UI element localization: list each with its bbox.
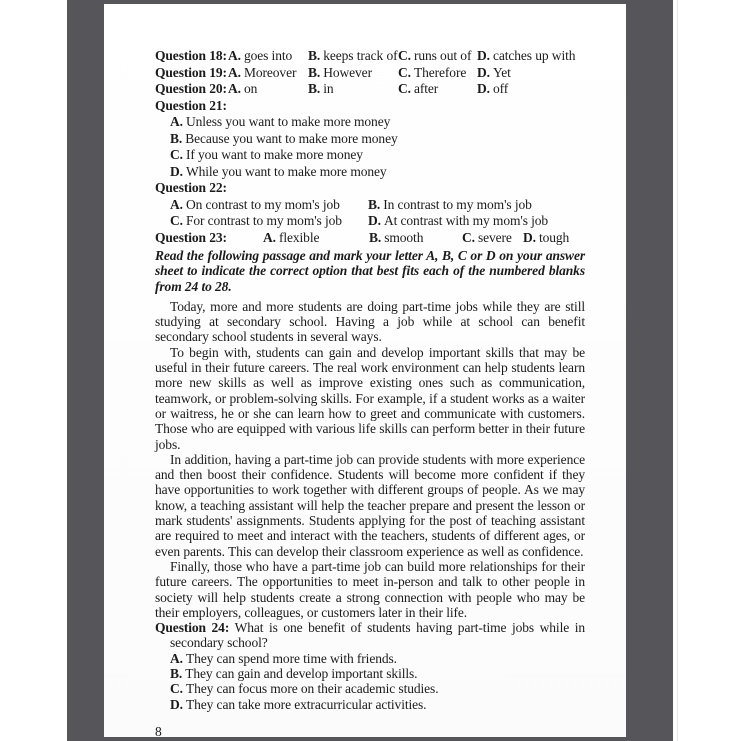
option-d: D. They can take more extracurricular activities. [170, 696, 427, 712]
question-24 [155, 620, 585, 651]
option-c: C. For contrast to my mom's job [170, 213, 342, 228]
option-b: B. keeps track of [308, 48, 398, 63]
passage-paragraph-3: In addition, having a part-time job can provide students with more experience and then boost their confidence. Students will become more confident if they have opportunities to work together with different groups of people. As we may know, a teaching assistant will help the teacher prepare and present the lesson or mark students' assignments. Students applying for the post of teaching assistant are required to meet and interact with the teachers, students of different ages, or even parents. This can develop their classroom experience as well as confidence. [155, 451, 585, 559]
option-b: B. In contrast to my mom's job [368, 196, 532, 212]
option-c: C. If you want to make more money [170, 147, 363, 162]
question-label: Question 24: [155, 620, 230, 636]
option-b: B. However [308, 64, 372, 80]
passage-paragraph-2: To begin with, students can gain and develop important skills that may be useful in their future careers. The real work environment can help students learn more new skills as well as improve existing ones such as communication, teamwork, or problem-solving skills. For example, if a student works as a waiter or waitress, he or she can learn how to greet and communicate with customers. Those who are equipped with various life skills can perform better in their future jobs. [155, 344, 585, 452]
option-a: A. goes into [228, 48, 293, 63]
passage-paragraph-4: Finally, those who have a part-time job can build more relationships for their future careers. The opportunities to meet in-person and talk to other people in society will help students create a strong connection with people who may be their employers, colleagues, or customers later in their life. [155, 558, 585, 620]
question-text: What is one benefit of students having part-time jobs while in secondary school? [170, 620, 585, 651]
question-label: Question 23: [155, 229, 227, 245]
option-a: A. Unless you want to make more money [170, 114, 391, 129]
question-label: Question 20: [155, 81, 227, 96]
document-page [104, 4, 626, 737]
question-22-options [155, 197, 585, 230]
option-a: A. on [228, 81, 258, 96]
page-number: 8 [155, 723, 162, 739]
option-d: D. While you want to make more money [170, 163, 387, 179]
option-d: D. off [477, 81, 509, 96]
option-a: A. flexible [263, 229, 320, 245]
option-d: D. tough [523, 229, 570, 245]
option-c: C. They can focus more on their academic studies. [170, 681, 439, 697]
option-d: D. Yet [477, 64, 511, 80]
option-c: C. runs out of [398, 48, 472, 63]
question-24-options [155, 651, 585, 712]
question-22-heading: Question 22: [155, 180, 227, 195]
option-c: C. Therefore [398, 64, 467, 80]
option-a: A. They can spend more time with friends. [170, 650, 397, 666]
photo-edge-line [677, 0, 678, 741]
question-row-19 [155, 65, 585, 82]
option-c: C. severe [462, 229, 512, 245]
option-b: B. smooth [369, 229, 424, 245]
passage-paragraph-1: Today, more and more students are doing part-time jobs while they are still studying at secondary school. Having a job while at school can benefit secondary school students in several ways. [155, 298, 585, 345]
page-content [155, 48, 585, 739]
option-b: B. in [308, 81, 334, 96]
option-d: D. At contrast with my mom's job [368, 213, 549, 228]
question-21-options [155, 114, 585, 180]
option-d: D. catches up with [477, 48, 576, 63]
option-a: A. Moreover [228, 64, 297, 80]
option-a: A. On contrast to my mom's job [170, 196, 340, 212]
question-row-20 [155, 81, 585, 98]
scanned-page-photo [67, 0, 673, 741]
question-row-18 [155, 48, 585, 65]
question-label: Question 19: [155, 64, 227, 80]
question-row-23 [155, 230, 585, 247]
reading-instruction: Read the following passage and mark your letter A, B, C or D on your answer sheet to indicate the correct option that best fits each of the numbered blanks from 24 to 28. [155, 248, 585, 294]
option-c: C. after [398, 81, 439, 96]
question-label: Question 18: [155, 48, 227, 63]
option-b: B. They can gain and develop important skills. [170, 666, 418, 682]
question-21-heading: Question 21: [155, 97, 227, 113]
option-b: B. Because you want to make more money [170, 130, 398, 146]
